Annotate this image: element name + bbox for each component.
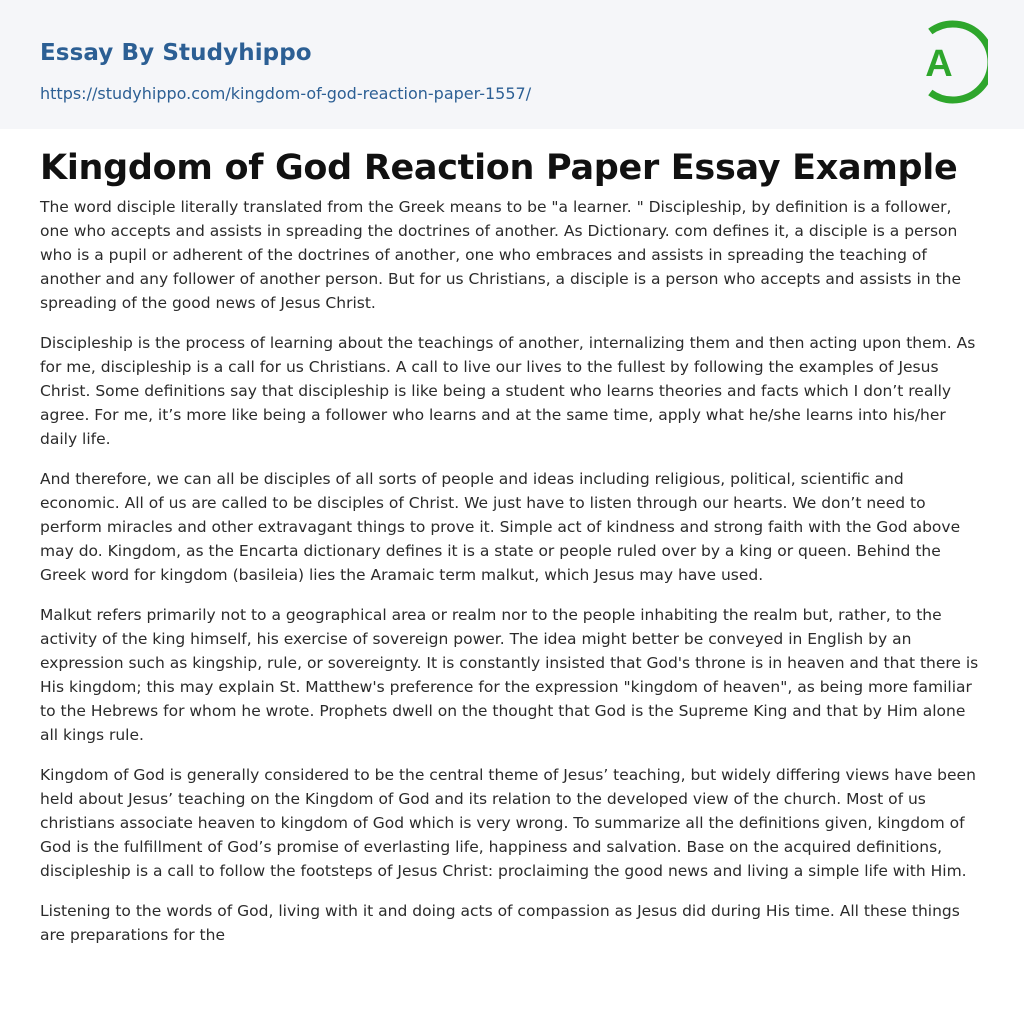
paragraph-3: And therefore, we can all be disciples of all sorts of people and ideas including religious, political, scientific and economic. All of us are called to be disciples of Christ. We just have to listen through our hearts. We don’t need to perform miracles and other extravagant things to prove it. Simple act of kindness and strong faith with the God above may do. Kingdom, as the Encarta dictionary defines it is a state or people ruled over by a king or queen. Behind the Greek word for kingdom (basileia) lies the Aramaic term malkut, which Jesus may have used. <box>40 470 961 584</box>
paragraph-6: Listening to the words of God, living with it and doing acts of compassion as Jesus did during His time. All these things are preparations for the <box>40 902 960 944</box>
paragraph-2: Discipleship is the process of learning about the teachings of another, internalizing them and then acting upon them. As for me, discipleship is a call for us Christians. A call to live our lives to the fullest by following the examples of Jesus Christ. Some definitions say that discipleship is like being a student who learns theories and facts which I don’t really agree. For me, it’s more like being a follower who learns and at the same time, apply what he/she learns into his/her daily life. <box>40 334 976 448</box>
article <box>40 129 985 947</box>
logo-letter: A <box>925 43 953 85</box>
studyhippo-logo-icon[interactable] <box>912 18 988 106</box>
paragraph-5: Kingdom of God is generally considered to be the central theme of Jesus’ teaching, but widely differing views have been held about Jesus’ teaching on the Kingdom of God and its relation to the developed view of the church. Most of us christians associate heaven to kingdom of God which is very wrong. To summarize all the definitions given, kingdom of God is the fulfillment of God’s promise of everlasting life, happiness and salvation. Base on the acquired definitions, discipleship is a call to follow the footsteps of Jesus Christ: proclaiming the good news and living a simple life with Him. <box>40 766 976 880</box>
source-url-link[interactable]: https://studyhippo.com/kingdom-of-god-reaction-paper-1557/ <box>40 84 532 103</box>
paragraph-1: The word disciple literally translated from the Greek means to be "a learner. " Discipleship, by definition is a follower, one who accepts and assists in spreading the doctrines of another. As Dictionary. com defines it, a disciple is a person who is a pupil or adherent of the doctrines of another, one who embraces and assists in spreading the teaching of another and any follower of another person. But for us Christians, a disciple is a person who accepts and assists in the spreading of the good news of Jesus Christ. <box>40 198 962 312</box>
page-title: Kingdom of God Reaction Paper Essay Example <box>40 148 958 188</box>
paragraph-4: Malkut refers primarily not to a geographical area or realm nor to the people inhabiting the realm but, rather, to the activity of the king himself, his exercise of sovereign power. The idea might better be conveyed in English by an expression such as kingship, rule, or sovereignty. It is constantly insisted that God's throne is in heaven and that there is His kingdom; this may explain St. Matthew's preference for the expression "kingdom of heaven", as being more familiar to the Hebrews for whom he wrote. Prophets dwell on the thought that God is the Supreme King and that by Him alone all kings rule. <box>40 606 979 744</box>
site-header <box>0 0 1024 129</box>
site-brand[interactable]: Essay By Studyhippo <box>40 40 312 66</box>
